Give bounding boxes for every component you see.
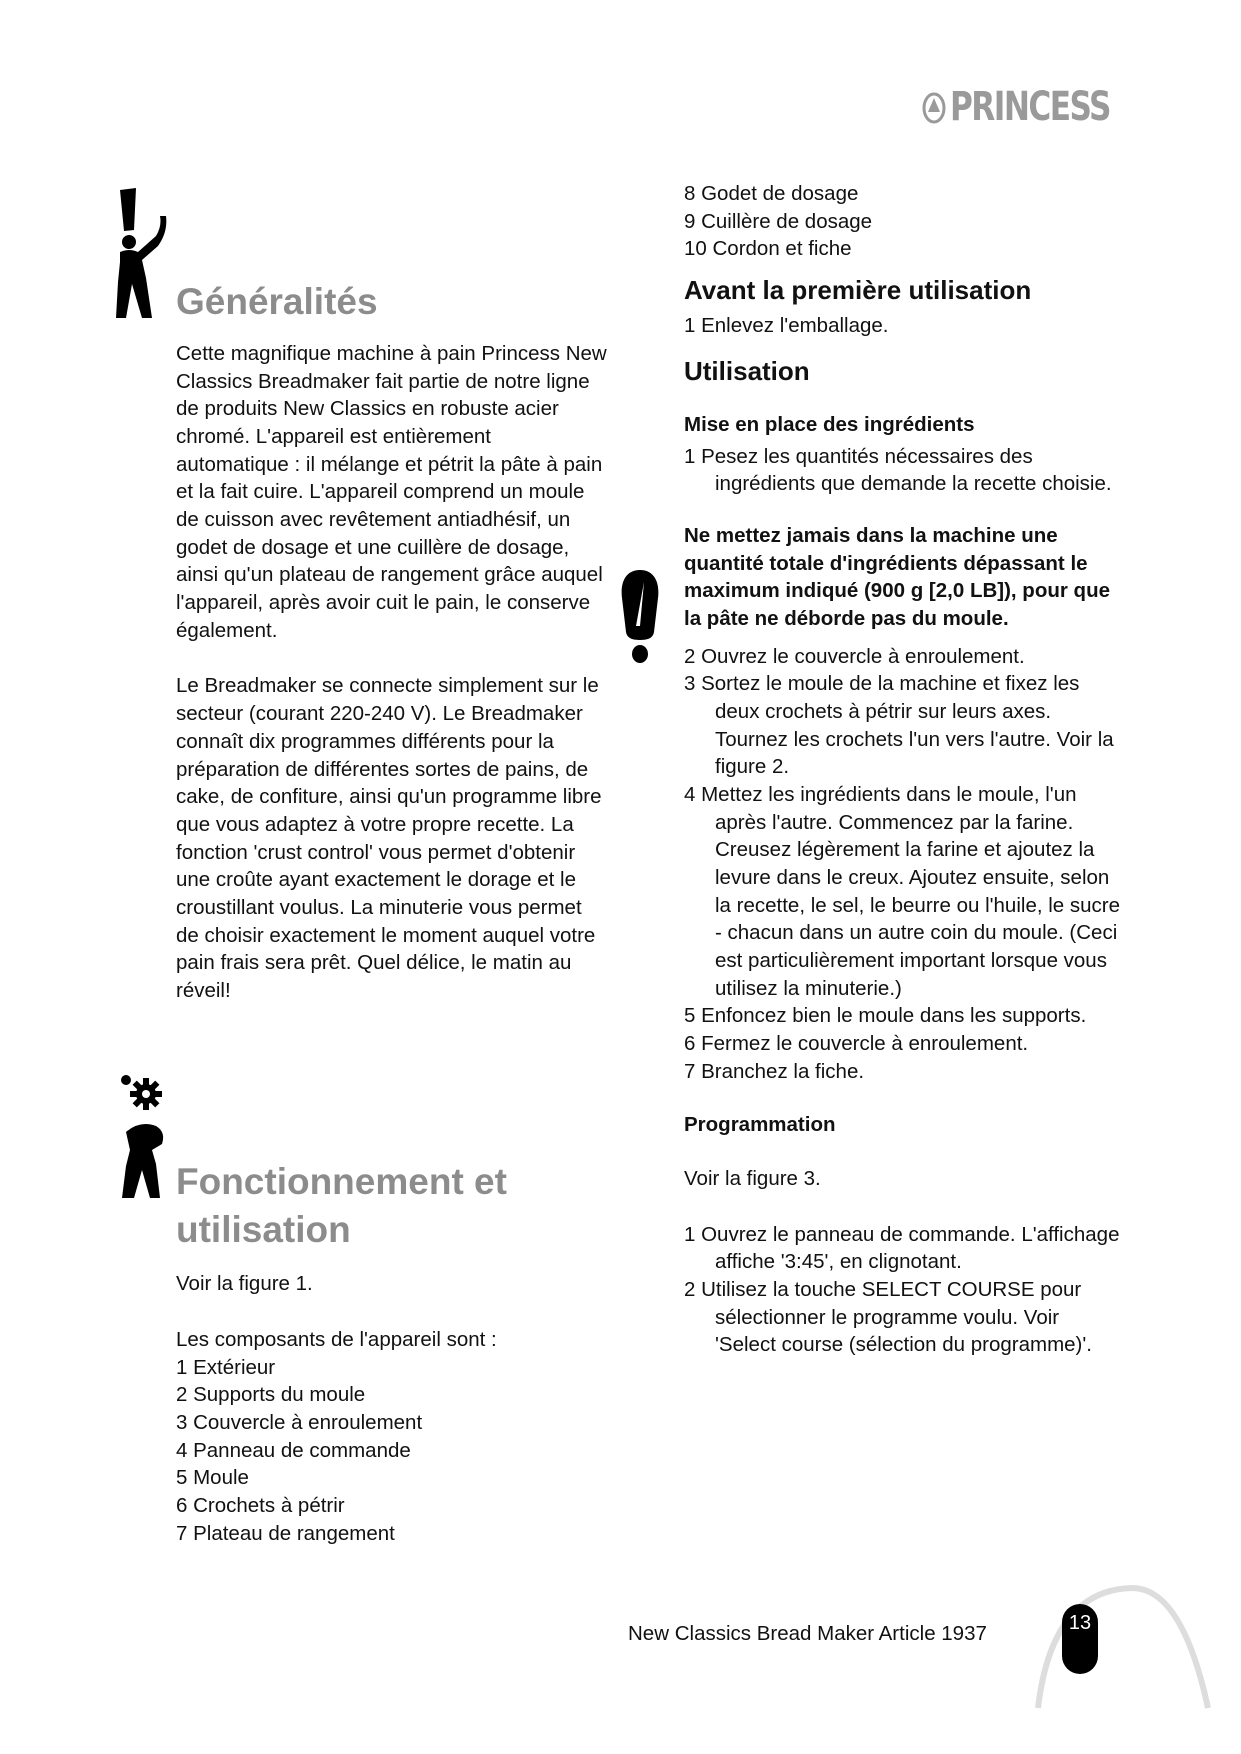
generalites-paragraph-2: Le Breadmaker se connecte simplement sur le secteur (courant 220-240 V). Le Breadmaker connaît dix programmes différents pour la préparation de différentes sortes de pains, de cake, de confiture, ainsi qu'un programme libre que vous adaptez à votre propre recette. La fonction 'crust control' vous permet d'obtenir une croûte ayant exactement le dorage et le croustillant voulus. La minuterie vous permet de choisir exactement le moment auquel votre pain frais sera prêt. Quel délice, le matin au réveil! (176, 674, 602, 1002)
avant-title: Avant la première utilisation (684, 275, 1032, 306)
component-item: 10 Cordon et fiche (684, 237, 852, 261)
page-number: 13 (1062, 1604, 1098, 1674)
see-figure-1: Voir la figure 1. (176, 1272, 313, 1296)
ingredients-step: 1 Pesez les quantités nécessaires des ingrédients que demande la recette choisie. (684, 444, 1112, 496)
footer-article: New Classics Bread Maker Article 1937 (628, 1622, 987, 1645)
ingredients-step: 3 Sortez le moule de la machine et fixez les deux crochets à pétrir sur leurs axes. Tournez les crochets l'un vers l'autre. Voir la figure 2. (684, 672, 1114, 779)
ingredients-step: 7 Branchez la fiche. (684, 1059, 865, 1083)
component-item: 5 Moule (176, 1466, 249, 1490)
ingredients-step: 5 Enfoncez bien le moule dans les supports. (684, 1004, 1087, 1028)
page-arc-decoration (1032, 1580, 1212, 1710)
ingredients-step: 6 Fermez le couvercle à enroulement. (684, 1031, 1029, 1055)
exclamation-figure-icon (112, 186, 170, 322)
generalites-paragraph-1: Cette magnifique machine à pain Princess New Classics Breadmaker fait partie de notre ligne de produits New Classics en robuste acier chromé. L'appareil est entièrement automatique : il mélange et pétrit la pâte à pain et la fait cuire. L'appareil comprend un moule de cuisson avec revêtement antiadhésif, un godet de dosage et une cuillère de dosage, ainsi qu'un plateau de rangement grâce auquel l'appareil, après avoir cuit le pain, le conserve également. (176, 342, 607, 642)
component-item: 2 Supports du moule (176, 1383, 366, 1407)
brand-name: PRINCESS (950, 84, 1110, 130)
components-intro: Les composants de l'appareil sont : (176, 1327, 497, 1351)
see-figure-3: Voir la figure 3. (684, 1167, 821, 1190)
ingredients-step: 2 Ouvrez le couvercle à enroulement. (684, 644, 1025, 668)
right-column (684, 180, 1124, 1359)
programmation-subtitle: Programmation (684, 1113, 836, 1137)
warning-exclamation-icon (618, 568, 662, 668)
programmation-step: 2 Utilisez la touche SELECT COURSE pour sélectionner le programme voulu. Voir 'Select course (sélection du programme)'. (684, 1278, 1092, 1357)
component-item: 7 Plateau de rangement (176, 1521, 395, 1545)
component-item: 8 Godet de dosage (684, 182, 859, 205)
avant-step: 1 Enlevez l'emballage. (684, 314, 889, 338)
ingredients-subtitle: Mise en place des ingrédients (684, 412, 975, 436)
generalites-title: Généralités (176, 281, 378, 322)
fonctionnement-title: Fonctionnement et utilisation (176, 1161, 507, 1251)
component-item: 3 Couvercle à enroulement (176, 1410, 423, 1434)
gear-figure-icon (116, 1070, 176, 1202)
programmation-step: 1 Ouvrez le panneau de commande. L'affichage affiche '3:45', en clignotant. (684, 1222, 1120, 1274)
brand-logo (922, 84, 1155, 130)
component-item: 4 Panneau de commande (176, 1438, 411, 1462)
warning-text: Ne mettez jamais dans la machine une quantité totale d'ingrédients dépassant le maximum indiqué (900 g [2,0 LB]), pour que la pâte ne déborde pas du moule. (684, 523, 1110, 630)
ingredients-step: 4 Mettez les ingrédients dans le moule, l'un après l'autre. Commencez par la farine. Creusez légèrement la farine et ajoutez la levure dans le creux. Ajoutez ensuite, selon la recette, le sel, le beurre ou l'huile, le sucre - chacun dans un autre coin du moule. (Ceci est particulièrement important lorsque vous utilisez la minuterie.) (684, 782, 1121, 1000)
utilisation-title: Utilisation (684, 355, 810, 386)
component-item: 6 Crochets à pétrir (176, 1493, 345, 1517)
component-item: 9 Cuillère de dosage (684, 209, 873, 233)
crown-emblem-icon (922, 90, 946, 124)
component-item: 1 Extérieur (176, 1355, 276, 1379)
section-fonctionnement (176, 1158, 608, 1547)
section-generalites (176, 278, 608, 1005)
